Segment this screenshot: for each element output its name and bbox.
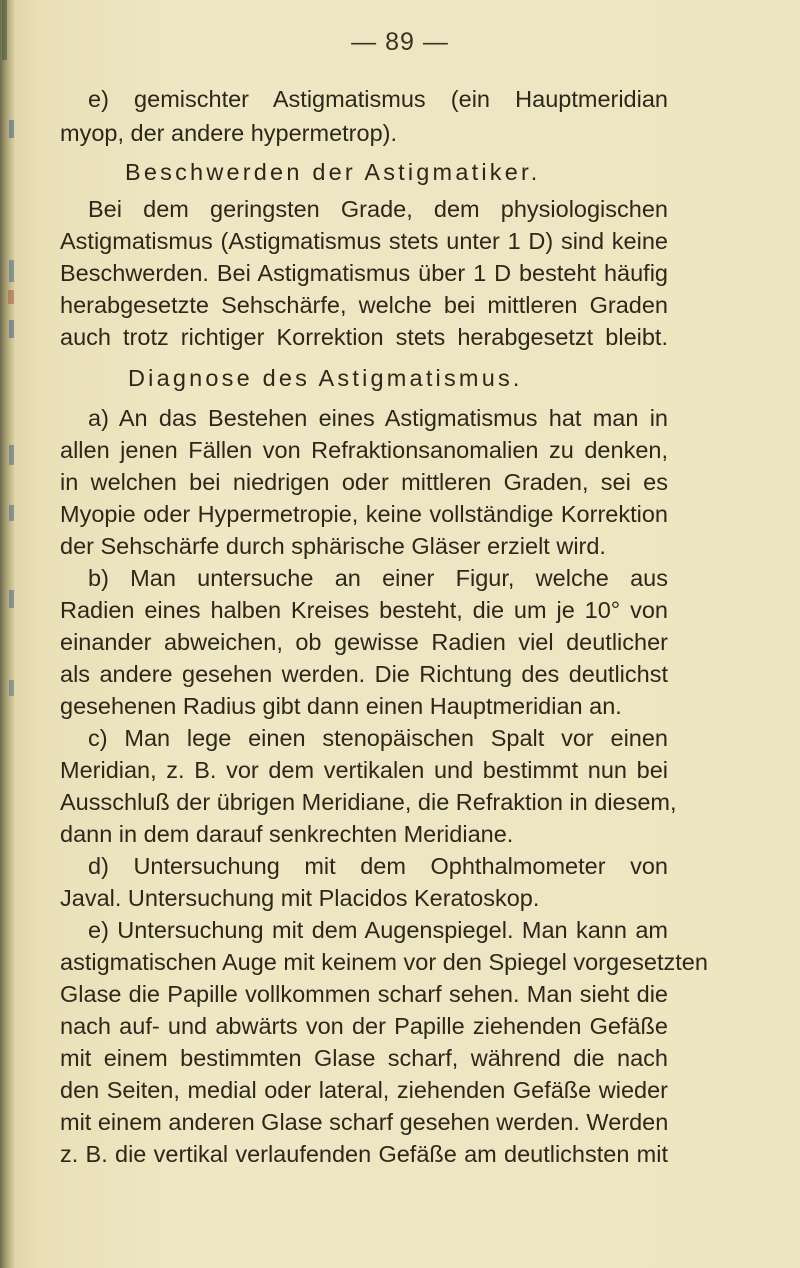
- diagnose-a-line-1: a) An das Bestehen eines Astigmatismus hat man in: [88, 405, 668, 431]
- beschwerden-line-1: Bei dem geringsten Grade, dem physiologischen: [88, 196, 668, 222]
- beschwerden-line-4: herabgesetzte Sehschärfe, welche bei mittleren Graden: [60, 292, 668, 318]
- page-number: — 89 —: [351, 28, 449, 56]
- diagnose-c-line-4: dann in dem darauf senkrechten Meridiane.: [60, 821, 514, 847]
- diagnose-c-line-1: c) Man lege einen stenopäischen Spalt vor einen: [88, 725, 668, 751]
- diagnose-b-line-5: gesehenen Radius gibt dann einen Hauptmeridian an.: [60, 693, 622, 719]
- diagnose-e-line-1: e) Untersuchung mit dem Augenspiegel. Man kann am: [88, 917, 668, 943]
- diagnose-e-line-3: Glase die Papille vollkommen scharf sehen. Man sieht die: [60, 981, 668, 1007]
- diagnose-e-line-8: z. B. die vertikal verlaufenden Gefäße am deutlichsten mit: [60, 1141, 668, 1167]
- diagnose-a-line-5: der Sehschärfe durch sphärische Gläser erzielt wird.: [60, 533, 606, 559]
- diagnose-b-line-3: einander abweichen, ob gewisse Radien viel deutlicher: [60, 629, 668, 655]
- binding-margin-marks: [0, 0, 16, 1268]
- diagnose-a-line-3: in welchen bei niedrigen oder mittleren Graden, sei es: [60, 469, 668, 495]
- diagnose-e-line-2: astigmatischen Auge mit keinem vor den Spiegel vorgesetzten: [60, 949, 708, 975]
- diagnose-a-line-2: allen jenen Fällen von Refraktionsanomalien zu denken,: [60, 437, 668, 463]
- beschwerden-line-3: Beschwerden. Bei Astigmatismus über 1 D besteht häufig: [60, 260, 668, 286]
- diagnose-d-line-1: d) Untersuchung mit dem Ophthalmometer von: [88, 853, 668, 879]
- diagnose-c-line-3: Ausschluß der übrigen Meridiane, die Refraktion in diesem,: [60, 789, 677, 815]
- beschwerden-line-2: Astigmatismus (Astigmatismus stets unter 1 D) sind keine: [60, 228, 668, 254]
- diagnose-c-line-2: Meridian, z. B. vor dem vertikalen und bestimmt nun bei: [60, 757, 668, 783]
- diagnose-b-line-1: b) Man untersuche an einer Figur, welche aus: [88, 565, 668, 591]
- diagnose-e-line-4: nach auf- und abwärts von der Papille ziehenden Gefäße: [60, 1013, 668, 1039]
- diagnose-b-line-4: als andere gesehen werden. Die Richtung des deutlichst: [60, 661, 668, 687]
- diagnose-a-line-4: Myopie oder Hypermetropie, keine vollständige Korrektion: [60, 501, 668, 527]
- diagnose-e-line-7: mit einem anderen Glase scharf gesehen werden. Werden: [60, 1109, 669, 1135]
- heading-diagnose: Diagnose des Astigmatismus.: [128, 365, 523, 391]
- diagnose-d-line-2: Javal. Untersuchung mit Placidos Keratoskop.: [60, 885, 540, 911]
- heading-beschwerden: Beschwerden der Astigmatiker.: [125, 159, 541, 185]
- section-e-line-1: e) gemischter Astigmatismus (ein Hauptmeridian: [88, 86, 668, 112]
- beschwerden-line-5: auch trotz richtiger Korrektion stets herabgesetzt bleibt.: [60, 324, 668, 350]
- diagnose-e-line-5: mit einem bestimmten Glase scharf, während die nach: [60, 1045, 668, 1071]
- diagnose-b-line-2: Radien eines halben Kreises besteht, die um je 10° von: [60, 597, 668, 623]
- section-e-line-2: myop, der andere hypermetrop).: [60, 120, 397, 146]
- diagnose-e-line-6: den Seiten, medial oder lateral, ziehenden Gefäße wieder: [60, 1077, 668, 1103]
